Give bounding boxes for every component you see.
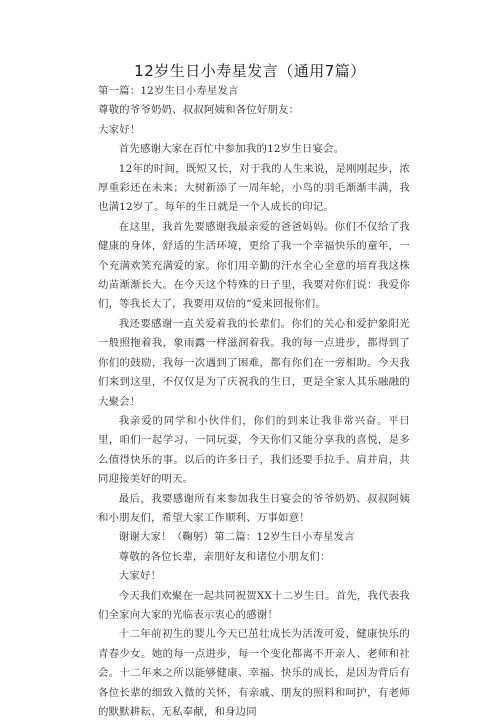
paragraph: 12年的时间，既短又长，对于我的人生来说，是刚刚起步，浓厚重彩还在未来；大树新添了一周年轮，小鸟的羽毛渐渐丰满，我也满12岁了。每年的生日就是一个人成长的印记。: [98, 162, 410, 214]
paragraph: 我亲爱的同学和小伙伴们，你们的到来让我非常兴奋。平日里，咱们一起学习、一同玩耍，今天你们又能分享我的喜悦，是多么值得快乐的事。以后的许多日子，我们还要手拉手、肩并肩，共同迎接美好的明天。: [98, 414, 410, 486]
paragraph: 第一篇：12岁生日小寿星发言: [98, 85, 239, 97]
paragraph: 大家好！: [118, 570, 162, 583]
page-title: 12岁生日小寿星发言（通用7篇）: [134, 62, 366, 80]
paragraph: 我还要感谢一直关爱着我的长辈们。你们的关心和爱护象阳光一般照拖着我，象雨露一样滋润着我。我的每一点进步，都得到了你们的鼓励，我每一次遇到了困难，都有你们在一旁相助。今天我们来到这里，不仅仅是为了庆祝我的生日，更是全家人其乐融融的大聚会！: [98, 317, 410, 408]
paragraph: 十二年前初生的婴儿今天已茁壮成长为活泼可爱，健康快乐的青春少女。她的每一点进步，每一个变化都离不开亲人、老师和社会。十二年来之所以能够健康、幸福、快乐的成长，是因为背后有各位长辈的细致入微的关怀，有亲戚、朋友的照料和呵护，有老师的默默耕耘、无私奉献，和身边同: [98, 628, 410, 718]
paragraph: 谢谢大家！（鞠躬）第二篇：12岁生日小寿星发言: [118, 531, 355, 544]
paragraph: 尊敬的各位长辈，亲朋好友和诸位小朋友们：: [118, 550, 331, 563]
paragraph: 今天我们欢聚在一起共同祝贺XX十二岁生日。首先，我代表我们全家向大家的光临表示衷心的感谢！: [98, 589, 410, 621]
document-body: [98, 82, 410, 722]
paragraph: 在这里，我首先要感谢我最亲爱的爸爸妈妈。你们不仅给了我健康的身体，舒适的生活环境，更给了我一个幸福快乐的童年，一个充满欢笑充满爱的家。你们用辛勤的汗水全心全意的培育我这株幼苗渐渐长大。在今天这个特殊的日子里，我要对你们说：我爱你们，等我长大了，我要用双倍的“爱来回报你们。: [98, 220, 410, 311]
paragraph: 最后，我要感谢所有来参加我生日宴会的爷爷奶奶、叔叔阿姨和小朋友们，希望大家工作顺利、万事如意！: [98, 492, 410, 524]
paragraph: 大家好！: [98, 123, 141, 136]
paragraph: 首先感谢大家在百忙中参加我的12岁生日宴会。: [118, 143, 345, 156]
paragraph: 尊敬的爷爷奶奶、叔叔阿姨和各位好朋友：: [98, 104, 300, 117]
